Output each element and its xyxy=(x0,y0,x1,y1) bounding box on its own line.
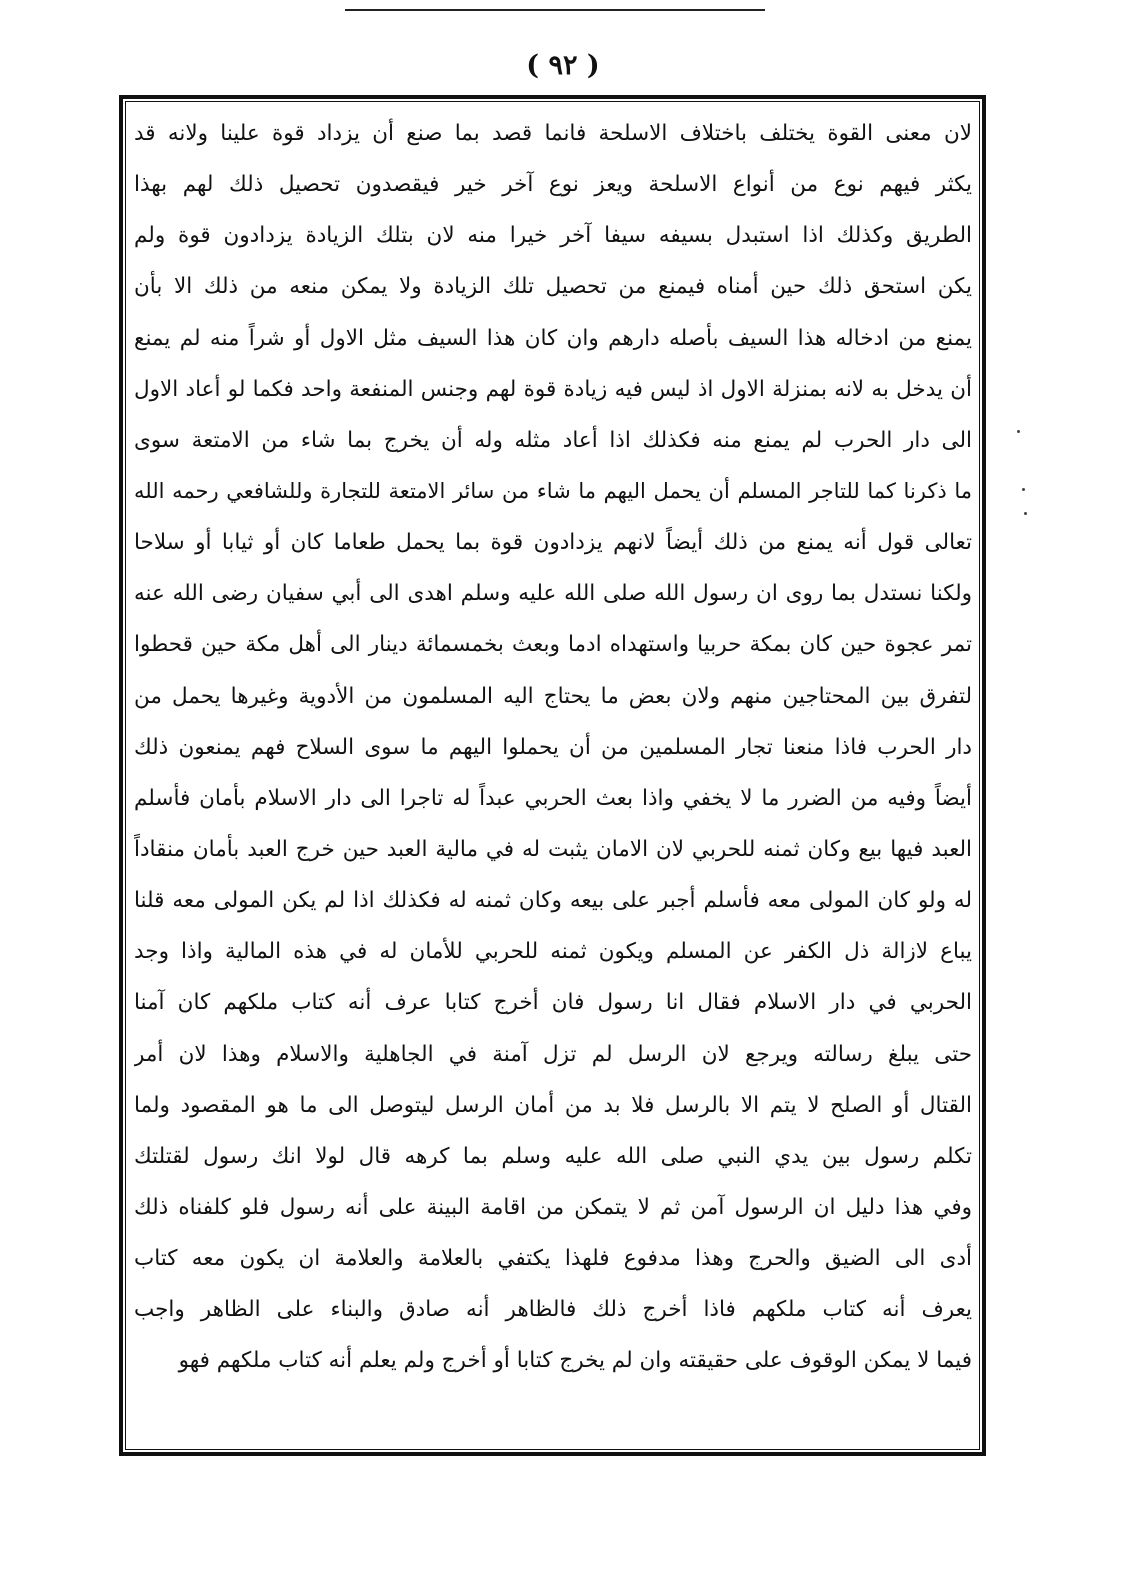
text-line: لان معنى القوة يختلف باختلاف الاسلحة فانما قصد بما صنع أن يزداد قوة علينا ولانه قد xyxy=(134,121,972,146)
text-line: أن يدخل به لانه بمنزلة الاول اذ ليس فيه زيادة قوة لهم وجنس المنفعة واحد فكما لو أعاد الاول xyxy=(134,376,972,402)
text-line: يكثر فيهم نوع من أنواع الاسلحة ويعز نوع آخر خير فيقصدون تحصيل ذلك لهم بهذا xyxy=(134,172,972,198)
stray-mark xyxy=(1017,430,1020,433)
stray-mark xyxy=(1024,512,1027,515)
text-line: يعرف أنه كتاب ملكهم فاذا أخرج ذلك فالظاهر أنه صادق والبناء على الظاهر واجب xyxy=(134,1297,972,1323)
text-line: دار الحرب فاذا منعنا تجار المسلمين من أن يحملوا اليهم ما سوى السلاح فهم يمنعون ذلك xyxy=(134,734,972,760)
body-text xyxy=(134,108,972,1438)
text-line: له ولو كان المولى معه فأسلم أجبر على بيعه وكان ثمنه له فكذلك اذا لم يكن المولى معه قلنا xyxy=(134,888,972,914)
text-line: أيضاً وفيه من الضرر ما لا يخفي واذا بعث الحربي عبداً له تاجرا الى دار الاسلام بأمان فأسلم xyxy=(134,785,972,811)
text-line: القتال أو الصلح لا يتم الا بالرسل فلا بد من أمان الرسل ليتوصل الى ما هو المقصود ولما xyxy=(134,1092,972,1118)
text-line: تكلم رسول بين يدي النبي صلى الله عليه وسلم بما كرهه قال لولا انك رسول لقتلتك xyxy=(134,1143,972,1169)
text-line: يباع لازالة ذل الكفر عن المسلم ويكون ثمنه للحربي للأمان له في هذه المالية واذا وجد xyxy=(134,939,972,965)
text-line: أدى الى الضيق والحرج وهذا مدفوع فلهذا يكتفي بالعلامة والعلامة ان يكون معه كتاب xyxy=(134,1246,972,1272)
text-line: الحربي في دار الاسلام فقال انا رسول فان أخرج كتابا عرف أنه كتاب ملكهم كان آمنا xyxy=(134,990,972,1016)
text-line: الطريق وكذلك اذا استبدل بسيفه سيفا آخر خيرا منه لان بتلك الزيادة يزدادون قوة ولم xyxy=(134,223,972,249)
text-line: حتى يبلغ رسالته ويرجع لان الرسل لم تزل آمنة في الجاهلية والاسلام وهذا لان أمر xyxy=(134,1041,972,1067)
text-line: ما ذكرنا كما للتاجر المسلم أن يحمل اليهم ما شاء من سائر الامتعة للتجارة وللشافعي رحمه الله xyxy=(134,478,972,503)
page-number: ( ٩٢ ) xyxy=(526,50,600,81)
text-line: تمر عجوة حين كان بمكة حربيا واستهداه ادما وبعث بخمسمائة دينار الى أهل مكة حين قحطوا xyxy=(134,632,972,658)
header-rule xyxy=(345,9,765,11)
text-line: لتفرق بين المحتاجين منهم ولان بعض ما يحتاج اليه المسلمون من الأدوية وغيرها يحمل من xyxy=(134,683,972,709)
text-line: يكن استحق ذلك حين أمناه فيمنع من تحصيل تلك الزيادة ولا يمكن منعه من ذلك الا بأن xyxy=(134,274,972,300)
text-line: يمنع من ادخاله هذا السيف بأصله دارهم وان كان هذا السيف مثل الاول أو شراً منه لم يمنع xyxy=(134,325,972,351)
text-line: العبد فيها بيع وكان ثمنه للحربي لان الامان يثبت له في مالية العبد حين خرج العبد بأمان منقاداً xyxy=(134,836,972,862)
stray-mark xyxy=(1022,488,1025,491)
text-line: وفي هذا دليل ان الرسول آمن ثم لا يتمكن من اقامة البينة على أنه رسول فلو كلفناه ذلك xyxy=(134,1194,972,1220)
text-line: فيما لا يمكن الوقوف على حقيقته وان لم يخرج كتابا أو أخرج ولم يعلم أنه كتاب ملكهم فهو xyxy=(178,1348,972,1374)
text-line: الى دار الحرب لم يمنع منه فكذلك اذا أعاد مثله وله أن يخرج بما شاء من الامتعة سوى xyxy=(134,427,972,453)
text-line: تعالى قول أنه يمنع من ذلك أيضاً لانهم يزدادون قوة بما يحمل طعاما كان أو ثيابا أو سلاحا xyxy=(134,530,972,556)
text-line: ولكنا نستدل بما روى ان رسول الله صلى الله عليه وسلم اهدى الى أبي سفيان رضى الله عنه xyxy=(134,581,972,607)
